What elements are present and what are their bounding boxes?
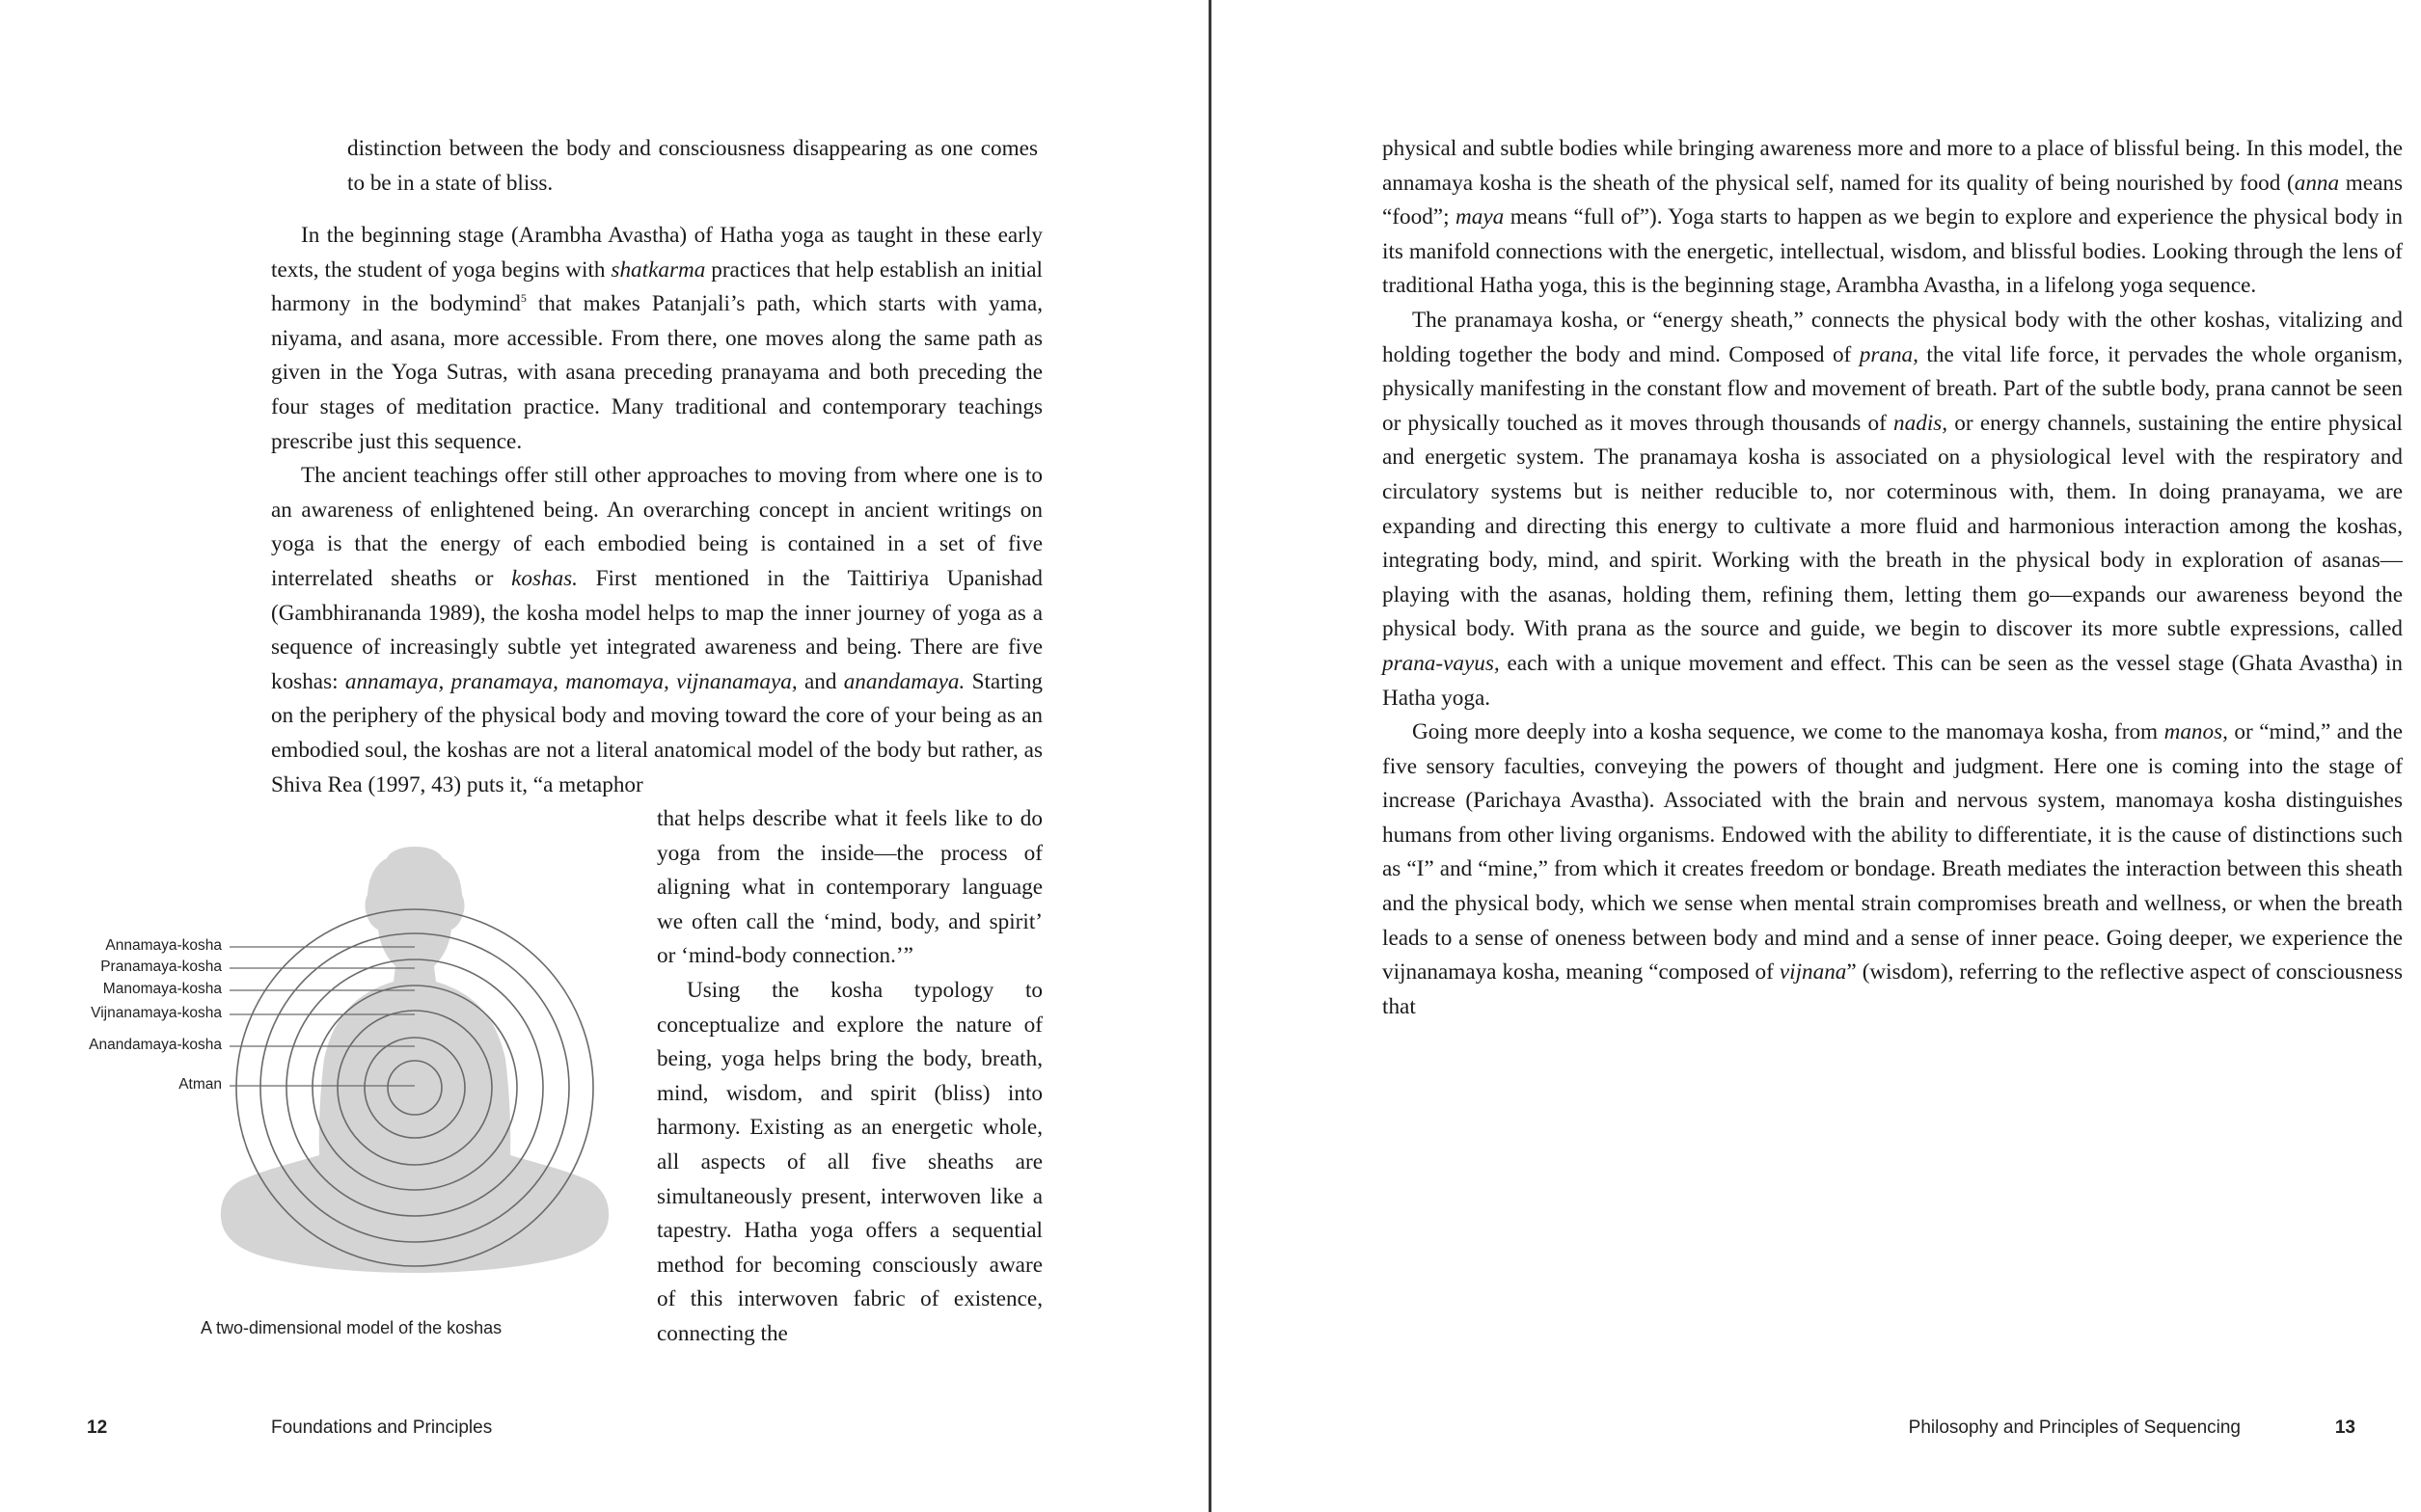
italic-term: manos, [2163,719,2228,745]
paragraph: Using the kosha typology to conceptualize and explore the nature of being, yoga helps bring the body, breath, mind, wisdom, and spirit (bliss) into harmony. Existing as an energetic whole, all aspects of all five sheaths are simultaneously present, interwoven like a tapestry. Hatha yoga offers a sequential method for becoming consciously aware of this interwoven fabric of existence, connecting the [657,977,1043,1346]
italic-term: maya [1455,204,1505,230]
page-number-right: 13 [2334,1418,2355,1438]
italic-term: nadis, [1893,410,1948,436]
paragraph [1382,304,2403,716]
label-pranamaya-kosha: Pranamaya-kosha [100,958,222,975]
text-run: Going more deeply into a kosha sequence, we come to the manomaya kosha, from [1412,719,2164,745]
text-run: In the beginning stage (Arambha Avastha) of Hatha yoga as taught in these early texts, the student of yoga begins with [271,223,1043,283]
text-run: or “mind,” and the five sensory faculties, conveying the powers of thought and judgment. Here one is coming into the stage of increase (Parichaya Avastha). Associated with the brain and nervous system, manomaya kosha distinguishes humans from other living organisms. Endowed with the ability to differentiate, it is the cause of distinctions such as “I” and “mine,” from which it creates freedom or bondage. Breath mediates the interaction between this sheath and the physical body, which we sense when mental strain compromises breath and wellness, or when the breath leads to a sense of oneness between body and mind and a sense of inner peace. Going deeper, we experience the vijnanamaya kosha, meaning “composed of [1382,719,2403,986]
italic-term: anna [2294,170,2340,196]
left-body-text [271,219,1043,802]
italic-term: koshas. [511,565,578,591]
label-atman: Atman [178,1076,222,1093]
paragraph-continued: that helps describe what it feels like to do yoga from the inside—the process of aligning what in contemporary language we often call the ‘mind, body, and spirit’ or ‘mind-body connection.’” [657,806,1043,969]
label-vijnanamaya-kosha: Vijnanamaya-kosha [91,1005,222,1021]
text-run: and [797,668,844,694]
text-run: Starting on the periphery of the physical body and moving toward the core of your being as an embodied soul, the koshas are not a literal anatomical model of the body but rather, as Shiva Rea (1997, 43) puts it, “a metaphor [271,668,1044,797]
text-run: that makes Patanjali’s path, which starts with yama, niyama, and asana, more accessible. From there, one moves along the same path as given in the Yoga Sutras, with asana preceding pranayama and both preceding the four stages of meditation practice. Many traditional and contemporary teachings prescribe just this sequence. [271,291,1043,454]
figure-caption: A two-dimensional model of the koshas [201,1318,503,1337]
italic-term: anandamaya. [843,668,966,694]
italic-term: prana-vayus, [1382,650,1500,676]
paragraph [1382,716,2403,1024]
label-anandamaya-kosha: Anandamaya-kosha [89,1037,222,1053]
label-manomaya-kosha: Manomaya-kosha [102,981,222,997]
italic-term: annamaya, pranamaya, manomaya, vijnanamaya, [344,668,798,694]
text-run: practices that help establish an initial harmony in the bodymind [271,256,1043,317]
text-run: means “full of”). Yoga starts to happen as we begin to explore and experience the physical body in its manifold connections with the energetic, intellectual, wisdom, and blissful bodies. Looking through the lens of traditional Hatha yoga, this is the beginning stage, Arambha Avastha, in a lifelong yoga sequence. [1382,204,2403,299]
page-number-left: 12 [87,1418,108,1438]
paragraph [271,219,1043,459]
text-run: means “food”; [1382,170,2403,230]
kosha-diagram [68,837,637,1300]
text-run: or energy channels, sustaining the entire physical and energetic system. The pranamaya kosha is associated on a physiological level with the respiratory and circulatory systems but is neither reducible to, nor coterminous with, them. In doing pranayama, we are expanding and directing this energy to cultivate a more fluid and harmonious interaction among the koshas, integrating body, mind, and spirit. Working with the breath in the physical body in exploration of asanas—playing with the asanas, holding them, refining them, letting them go—expands our awareness beyond the physical body. With prana as the source and guide, we begin to discover its more subtle expressions, called [1382,410,2404,642]
right-body-text [1382,132,2403,1024]
italic-term: shatkarma [611,256,706,283]
running-head-left: Foundations and Principles [271,1418,493,1438]
paragraph-continued [1382,132,2403,304]
footnote-marker[interactable]: 5 [520,291,527,306]
seated-figure-silhouette [221,847,609,1273]
text-run: the vital life force, it pervades the whole organism, physically manifesting in the constant flow and movement of breath. Part of the subtle body, prana cannot be seen or physically touched as it moves through thousands of [1382,341,2403,436]
left-page [0,0,1209,1512]
paragraph [271,459,1043,802]
text-run: The ancient teachings offer still other approaches to moving from where one is to an awareness of enlightened being. An overarching concept in ancient writings on yoga is that the energy of each embodied being is contained in a set of five interrelated sheaths or [271,463,1043,591]
block-quote-text: distinction between the body and consciousness disappearing as one comes to be in a state of bliss. [347,136,1038,196]
italic-term: vijnana [1779,959,1847,986]
text-run: The pranamaya kosha, or “energy sheath,” connects the physical body with the other koshas, vitalizing and holding together the body and mind. Composed of [1382,307,2403,367]
text-run: First mentioned in the Taittiriya Upanishad (Gambhirananda 1989), the kosha model helps to map the inner journey of yoga as a sequence of increasingly subtle yet integrated awareness and being. There are five koshas: [271,565,1043,694]
text-run: ” (wisdom), referring to the reflective aspect of consciousness that [1382,959,2404,1019]
kosha-figure [68,837,637,1348]
text-run: each with a unique movement and effect. This can be seen as the vessel stage (Ghata Avastha) in Hatha yoga. [1382,650,2403,711]
text-run: physical and subtle bodies while bringing awareness more and more to a place of blissful being. In this model, the annamaya kosha is the sheath of the physical self, named for its quality of being nourished by food ( [1382,136,2403,196]
left-narrow-column [657,802,1043,1352]
running-head-right: Philosophy and Principles of Sequencing [1908,1418,2241,1438]
italic-term: prana, [1859,341,1918,367]
label-annamaya-kosha: Annamaya-kosha [105,937,222,954]
block-quote [347,132,1038,201]
right-page [1211,0,2421,1512]
